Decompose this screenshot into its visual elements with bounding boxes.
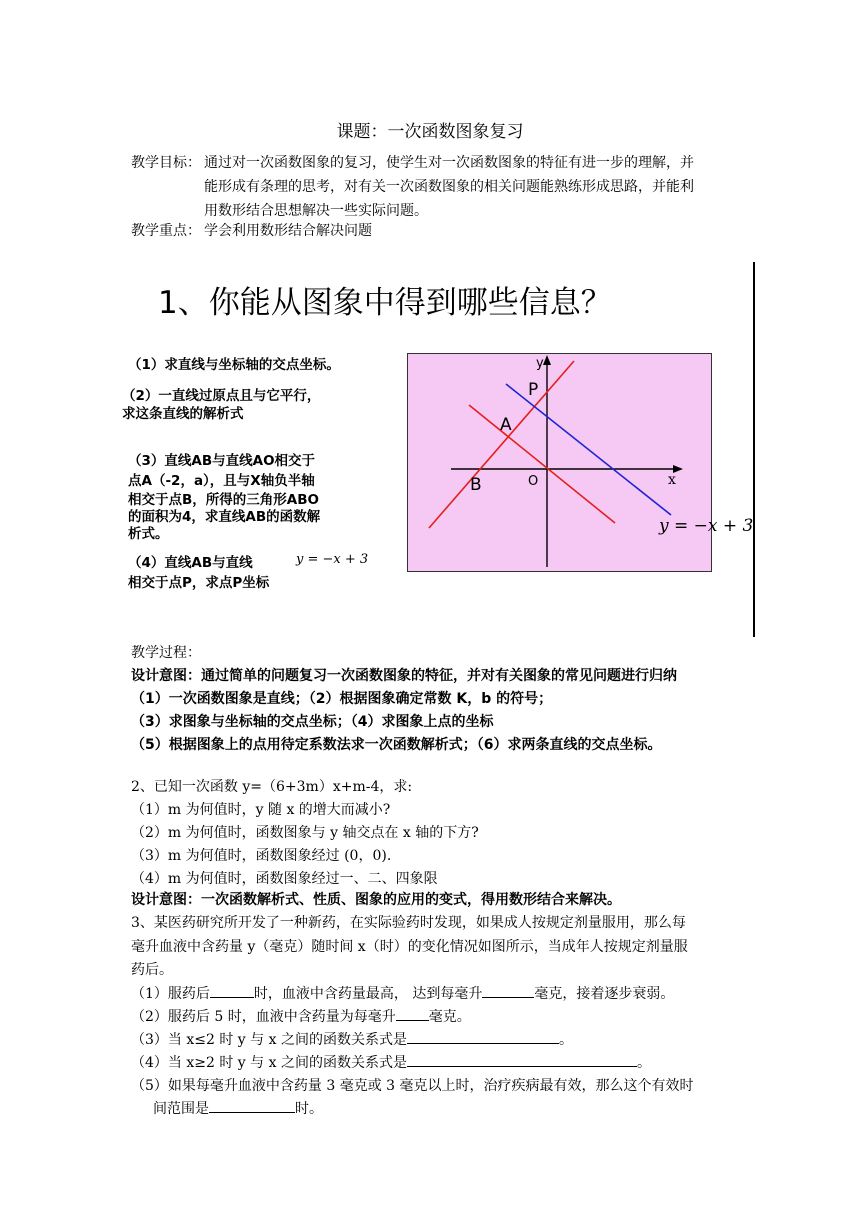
process-design-intent: 设计意图：通过简单的问题复习一次函数图象的特征，并对有关图象的常见问题进行归纳 — [131, 668, 677, 684]
slide-question-3-line-4: 的面积为4，求直线AB的函数解 — [128, 509, 321, 525]
process-item-3: （5）根据图象上的点用待定系数法求一次函数解析式；（6）求两条直线的交点坐标。 — [131, 737, 662, 753]
slide-question-2-line-1: （2）一直线过原点且与它平行， — [122, 388, 321, 404]
slide-question-4-line-1: （4）直线AB与直线 — [128, 555, 253, 571]
problem2-item-2: （2）m 为何值时，函数图象与 y 轴交点在 x 轴的下方? — [131, 825, 479, 841]
objectives-label: 教学目标： — [131, 155, 201, 171]
answer-blank-4[interactable] — [407, 1029, 559, 1044]
problem2-item-4: （4）m 为何值时，函数图象经过一、二、四象限 — [131, 871, 438, 887]
problem3-question-1: （1）服药后 时，血液中含药量最高， 达到每毫升 毫克，接着逐步衰弱。 — [131, 982, 674, 1006]
slide-question-2-line-2: 求这条直线的解析式 — [122, 406, 244, 422]
focus-text: 学会利用数形结合解决问题 — [204, 223, 372, 239]
page-title: 课题：一次函数图象复习 — [336, 122, 524, 142]
problem2-item-3: （3）m 为何值时，函数图象经过 (0，0). — [131, 848, 392, 864]
problem3-question-4: （4）当 x≥2 时 y 与 x 之间的函数关系式是 。 — [131, 1051, 651, 1075]
slide-question-1: （1）求直线与坐标轴的交点坐标。 — [128, 357, 340, 373]
slide-question-3-line-5: 析式。 — [128, 526, 169, 542]
point-B-label: B — [470, 475, 482, 495]
blue-line-equation: y = −x + 3 — [659, 516, 754, 536]
problem2-item-1: （1）m 为何值时，y 随 x 的增大而减小? — [131, 802, 391, 818]
focus-label: 教学重点： — [131, 223, 201, 239]
problem3-question-5-line-1: （5）如果每毫升血液中含药量 3 毫克或 3 毫克以上时，治疗疾病最有效，那么这个有效时 — [131, 1078, 694, 1094]
slide-right-border — [753, 262, 755, 637]
graph-background — [408, 354, 712, 572]
problem3-question-3: （3）当 x≤2 时 y 与 x 之间的函数关系式是 。 — [131, 1028, 573, 1052]
problem2-stem: 2、已知一次函数 y=（6+3m）x+m-4，求: — [131, 779, 413, 795]
answer-blank-6[interactable] — [209, 1098, 295, 1113]
objectives-line-1: 通过对一次函数图象的复习，使学生对一次函数图象的特征有进一步的理解，并 — [204, 155, 694, 171]
problem3-question-5-line-2: 间范围是 时。 — [153, 1097, 323, 1121]
x-axis-label: x — [668, 472, 676, 488]
problem2-design-intent: 设计意图：一次函数解析式、性质、图象的应用的变式，得用数形结合来解决。 — [131, 892, 621, 908]
point-A-label: A — [500, 415, 512, 435]
y-axis-label: y — [536, 356, 544, 371]
process-label: 教学过程： — [131, 645, 201, 661]
point-P-label: P — [528, 380, 539, 400]
objectives-line-3: 用数形结合思想解决一些实际问题。 — [204, 203, 428, 219]
slide-question-3-line-2: 点A（-2，a），且与X轴负半轴 — [128, 473, 315, 489]
process-item-1: （1）一次函数图象是直线；（2）根据图象确定常数 K，b 的符号； — [131, 691, 553, 707]
slide-question-3-line-3: 相交于点B，所得的三角形ABO — [128, 492, 320, 508]
process-item-2: （3）求图象与坐标轴的交点坐标；（4）求图象上点的坐标 — [131, 714, 494, 730]
slide-question-4-line-2: 相交于点P，求点P坐标 — [128, 575, 270, 591]
objectives-line-2: 能形成有条理的思考，对有关一次函数图象的相关问题能熟练形成思路，并能利 — [204, 179, 694, 195]
problem3-stem-1: 3、某医药研究所开发了一种新药，在实际验药时发现，如果成人按规定剂量服用，那么每 — [131, 915, 686, 931]
problem3-question-2: （2）服药后 5 时，血液中含药量为每毫升 毫克。 — [131, 1005, 471, 1029]
answer-blank-3[interactable] — [396, 1006, 429, 1021]
slide-question-3-line-1: （3）直线AB与直线AO相交于 — [128, 453, 316, 469]
slide-question-4-equation: y = −x + 3 — [296, 552, 369, 567]
origin-label: O — [528, 474, 539, 489]
answer-blank-1[interactable] — [210, 983, 254, 998]
problem3-stem-2: 毫升血液中含药量 y（毫克）随时间 x（时）的变化情况如图所示，当成年人按规定剂量服 — [131, 939, 688, 955]
slide-title: 1、你能从图象中得到哪些信息？ — [158, 285, 612, 321]
function-graph — [407, 353, 754, 573]
answer-blank-5[interactable] — [407, 1052, 637, 1067]
problem3-stem-3: 药后。 — [131, 962, 173, 978]
answer-blank-2[interactable] — [482, 983, 534, 998]
